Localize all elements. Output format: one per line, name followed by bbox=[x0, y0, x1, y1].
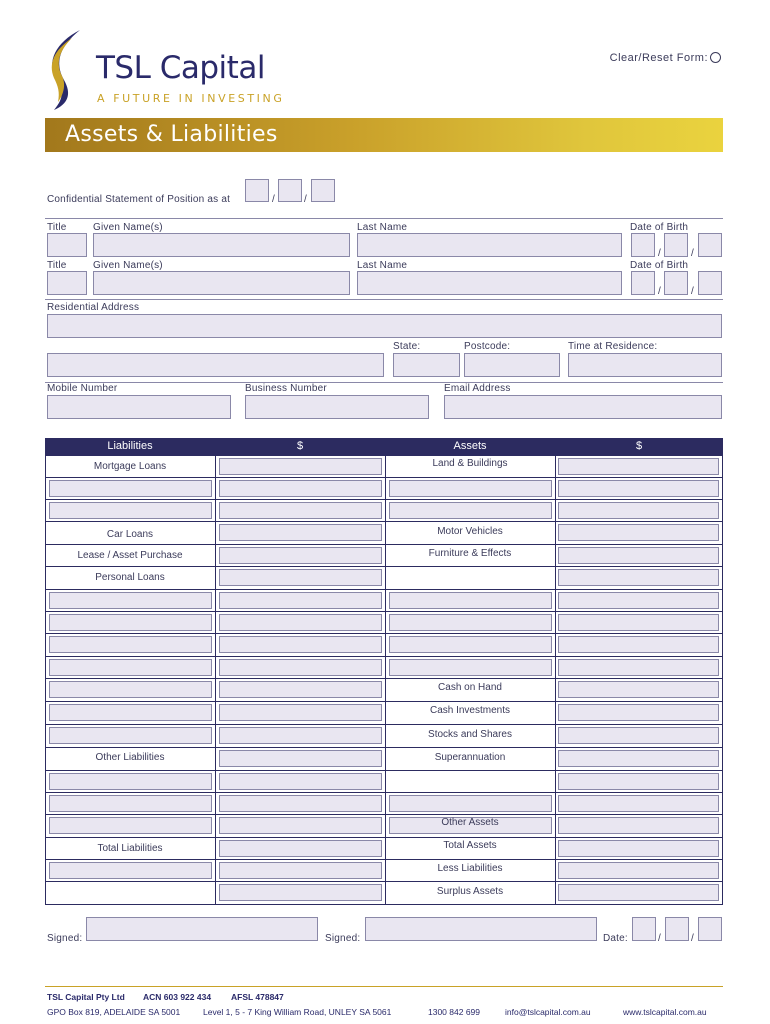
liability-description-field[interactable] bbox=[49, 592, 212, 609]
table-column-line bbox=[555, 455, 556, 904]
given-name-label: Given Name(s) bbox=[93, 260, 163, 271]
asset-label-furniture: Furniture & Effects bbox=[428, 548, 512, 559]
asset-amount-field[interactable] bbox=[558, 502, 719, 519]
liability-label-lease: Lease / Asset Purchase bbox=[77, 550, 183, 561]
footer-phone: 1300 842 699 bbox=[428, 1007, 480, 1017]
residential-address-label: Residential Address bbox=[47, 302, 140, 313]
liability-label-mortgage: Mortgage Loans bbox=[93, 461, 167, 472]
given-name-field-1[interactable] bbox=[93, 233, 350, 257]
table-row-line bbox=[45, 837, 723, 838]
date-separator: / bbox=[658, 933, 661, 944]
asset-amount-field[interactable] bbox=[558, 773, 719, 790]
asset-description-field[interactable] bbox=[389, 659, 552, 676]
liability-description-field[interactable] bbox=[49, 862, 212, 879]
title-field-2[interactable] bbox=[47, 271, 87, 295]
asset-amount-field[interactable] bbox=[558, 547, 719, 564]
date-separator: / bbox=[658, 286, 661, 297]
signed-label: Signed: bbox=[47, 933, 83, 944]
logo-mark-icon bbox=[42, 28, 86, 112]
table-row-line bbox=[45, 633, 723, 634]
asset-description-field[interactable] bbox=[389, 480, 552, 497]
asset-label-total: Total Assets bbox=[443, 840, 497, 851]
liability-label-total: Total Liabilities bbox=[97, 843, 163, 854]
table-row-line bbox=[45, 477, 723, 478]
table-row-line bbox=[45, 455, 723, 456]
state-field[interactable] bbox=[393, 353, 460, 377]
liability-amount-field[interactable] bbox=[219, 884, 382, 901]
given-name-label: Given Name(s) bbox=[93, 222, 163, 233]
liability-amount-field[interactable] bbox=[219, 458, 382, 475]
title-field-1[interactable] bbox=[47, 233, 87, 257]
asset-description-field[interactable] bbox=[389, 502, 552, 519]
liability-amount-field[interactable] bbox=[219, 524, 382, 541]
asset-amount-field[interactable] bbox=[558, 659, 719, 676]
date-separator: / bbox=[304, 194, 307, 205]
asset-label-surplus: Surplus Assets bbox=[436, 886, 504, 897]
asset-amount-field[interactable] bbox=[558, 817, 719, 834]
liability-description-field[interactable] bbox=[49, 614, 212, 631]
dob-day-field-1[interactable] bbox=[631, 233, 655, 257]
page-title: Assets & Liabilities bbox=[65, 122, 278, 147]
asset-description-field[interactable] bbox=[389, 795, 552, 812]
footer-acn: ACN 603 922 434 bbox=[143, 992, 212, 1002]
statement-label: Confidential Statement of Position as at bbox=[47, 194, 231, 205]
liability-amount-field[interactable] bbox=[219, 547, 382, 564]
asset-amount-field[interactable] bbox=[558, 458, 719, 475]
dob-month-field-1[interactable] bbox=[664, 233, 688, 257]
asset-label-land: Land & Buildings bbox=[432, 458, 508, 469]
liability-label-car: Car Loans bbox=[106, 529, 154, 540]
signature-field-1[interactable] bbox=[86, 917, 318, 941]
liability-amount-field[interactable] bbox=[219, 795, 382, 812]
given-name-field-2[interactable] bbox=[93, 271, 350, 295]
liability-label-other: Other Liabilities bbox=[95, 752, 165, 763]
asset-amount-field[interactable] bbox=[558, 681, 719, 698]
postcode-field[interactable] bbox=[464, 353, 560, 377]
asset-amount-field[interactable] bbox=[558, 862, 719, 879]
clear-reset-button[interactable] bbox=[710, 52, 721, 63]
table-row-line bbox=[45, 747, 723, 748]
liability-label-personal: Personal Loans bbox=[95, 572, 165, 583]
title-label: Title bbox=[47, 222, 67, 233]
last-name-label: Last Name bbox=[357, 222, 408, 233]
statement-year-field[interactable] bbox=[311, 179, 335, 202]
footer-street: Level 1, 5 - 7 King William Road, UNLEY SA 5061 bbox=[203, 1007, 392, 1017]
asset-amount-field[interactable] bbox=[558, 727, 719, 744]
residential-address-field[interactable] bbox=[47, 314, 722, 338]
liability-amount-field[interactable] bbox=[219, 614, 382, 631]
table-row-line bbox=[45, 499, 723, 500]
table-row-line bbox=[45, 521, 723, 522]
asset-amount-field[interactable] bbox=[558, 569, 719, 586]
asset-label-less: Less Liabilities bbox=[437, 863, 503, 874]
statement-day-field[interactable] bbox=[245, 179, 269, 202]
statement-month-field[interactable] bbox=[278, 179, 302, 202]
last-name-field-1[interactable] bbox=[357, 233, 622, 257]
brand-name: TSL Capital bbox=[96, 50, 265, 86]
liability-amount-field[interactable] bbox=[219, 773, 382, 790]
table-row-line bbox=[45, 904, 723, 905]
dob-label: Date of Birth bbox=[630, 260, 689, 271]
liability-amount-field[interactable] bbox=[219, 681, 382, 698]
asset-label-motor: Motor Vehicles bbox=[437, 526, 503, 537]
footer-po-box: GPO Box 819, ADELAIDE SA 5001 bbox=[47, 1007, 181, 1017]
liability-amount-field[interactable] bbox=[219, 862, 382, 879]
dob-year-field-1[interactable] bbox=[698, 233, 722, 257]
liability-description-field[interactable] bbox=[49, 773, 212, 790]
asset-amount-field[interactable] bbox=[558, 750, 719, 767]
divider bbox=[45, 218, 723, 219]
liability-amount-field[interactable] bbox=[219, 817, 382, 834]
asset-amount-field[interactable] bbox=[558, 795, 719, 812]
table-row-line bbox=[45, 859, 723, 860]
liability-amount-field[interactable] bbox=[219, 727, 382, 744]
date-label: Date: bbox=[603, 933, 628, 944]
liability-amount-field[interactable] bbox=[219, 750, 382, 767]
state-label: State: bbox=[393, 341, 421, 352]
asset-label-stocks: Stocks and Shares bbox=[428, 729, 512, 740]
business-field[interactable] bbox=[245, 395, 429, 419]
date-separator: / bbox=[658, 248, 661, 259]
footer-company: TSL Capital Pty Ltd bbox=[47, 992, 125, 1002]
liability-amount-field[interactable] bbox=[219, 636, 382, 653]
asset-amount-field[interactable] bbox=[558, 480, 719, 497]
table-row-line bbox=[45, 544, 723, 545]
liabilities-currency-header: $ bbox=[296, 440, 304, 452]
liability-description-field[interactable] bbox=[49, 704, 212, 721]
asset-description-field[interactable] bbox=[389, 592, 552, 609]
table-row-line bbox=[45, 589, 723, 590]
signature-field-2[interactable] bbox=[365, 917, 597, 941]
sign-date-month-field[interactable] bbox=[665, 917, 689, 941]
business-label: Business Number bbox=[245, 383, 327, 394]
dob-label: Date of Birth bbox=[630, 222, 689, 233]
liability-description-field[interactable] bbox=[49, 636, 212, 653]
signed-label: Signed: bbox=[325, 933, 361, 944]
brand-tagline: A FUTURE IN INVESTING bbox=[97, 92, 285, 105]
email-field[interactable] bbox=[444, 395, 722, 419]
asset-label-other: Other Assets bbox=[441, 817, 499, 828]
divider bbox=[45, 382, 723, 383]
asset-amount-field[interactable] bbox=[558, 884, 719, 901]
asset-amount-field[interactable] bbox=[558, 704, 719, 721]
mobile-field[interactable] bbox=[47, 395, 231, 419]
table-row-line bbox=[45, 566, 723, 567]
dob-day-field-2[interactable] bbox=[631, 271, 655, 295]
assets-currency-header: $ bbox=[635, 440, 643, 452]
footer-divider bbox=[45, 986, 723, 987]
last-name-label: Last Name bbox=[357, 260, 408, 271]
date-separator: / bbox=[691, 248, 694, 259]
table-row-line bbox=[45, 724, 723, 725]
footer-afsl: AFSL 478847 bbox=[231, 992, 284, 1002]
table-column-line bbox=[45, 455, 46, 904]
asset-description-field[interactable] bbox=[389, 636, 552, 653]
liability-amount-field[interactable] bbox=[219, 480, 382, 497]
postcode-label: Postcode: bbox=[464, 341, 511, 352]
table-column-line bbox=[722, 455, 723, 904]
title-banner bbox=[45, 118, 723, 152]
clear-reset-label: Clear/Reset Form: bbox=[609, 52, 708, 64]
footer-website[interactable]: www.tslcapital.com.au bbox=[623, 1007, 707, 1017]
sign-date-day-field[interactable] bbox=[632, 917, 656, 941]
liabilities-header: Liabilities bbox=[107, 440, 153, 452]
liability-description-field[interactable] bbox=[49, 727, 212, 744]
mobile-label: Mobile Number bbox=[47, 383, 118, 394]
date-separator: / bbox=[691, 286, 694, 297]
liability-description-field[interactable] bbox=[49, 795, 212, 812]
asset-amount-field[interactable] bbox=[558, 592, 719, 609]
time-at-residence-label: Time at Residence: bbox=[568, 341, 658, 352]
liability-description-field[interactable] bbox=[49, 681, 212, 698]
title-label: Title bbox=[47, 260, 67, 271]
table-row-line bbox=[45, 656, 723, 657]
table-row-line bbox=[45, 770, 723, 771]
liability-amount-field[interactable] bbox=[219, 659, 382, 676]
asset-label-investments: Cash Investments bbox=[429, 705, 511, 716]
assets-header: Assets bbox=[453, 440, 487, 452]
liability-amount-field[interactable] bbox=[219, 502, 382, 519]
table-header bbox=[45, 438, 723, 455]
dob-month-field-2[interactable] bbox=[664, 271, 688, 295]
table-row-line bbox=[45, 881, 723, 882]
table-column-line bbox=[215, 455, 216, 904]
table-row-line bbox=[45, 792, 723, 793]
liability-amount-field[interactable] bbox=[219, 704, 382, 721]
table-row-line bbox=[45, 701, 723, 702]
date-separator: / bbox=[691, 933, 694, 944]
divider bbox=[45, 299, 723, 300]
asset-label-super: Superannuation bbox=[434, 752, 506, 763]
footer-email[interactable]: info@tslcapital.com.au bbox=[505, 1007, 591, 1017]
liability-description-field[interactable] bbox=[49, 480, 212, 497]
table-row-line bbox=[45, 814, 723, 815]
table-row-line bbox=[45, 611, 723, 612]
dob-year-field-2[interactable] bbox=[698, 271, 722, 295]
sign-date-year-field[interactable] bbox=[698, 917, 722, 941]
liability-amount-field[interactable] bbox=[219, 592, 382, 609]
time-at-residence-field[interactable] bbox=[568, 353, 722, 377]
last-name-field-2[interactable] bbox=[357, 271, 622, 295]
liability-description-field[interactable] bbox=[49, 659, 212, 676]
asset-label-cash: Cash on Hand bbox=[438, 682, 502, 693]
table-row-line bbox=[45, 678, 723, 679]
liability-description-field[interactable] bbox=[49, 502, 212, 519]
asset-amount-field[interactable] bbox=[558, 840, 719, 857]
table-column-line bbox=[385, 455, 386, 904]
liability-description-field[interactable] bbox=[49, 817, 212, 834]
liability-amount-field[interactable] bbox=[219, 840, 382, 857]
liability-amount-field[interactable] bbox=[219, 569, 382, 586]
address-line-2-field[interactable] bbox=[47, 353, 384, 377]
asset-description-field[interactable] bbox=[389, 614, 552, 631]
email-label: Email Address bbox=[444, 383, 511, 394]
date-separator: / bbox=[272, 194, 275, 205]
asset-amount-field[interactable] bbox=[558, 636, 719, 653]
asset-amount-field[interactable] bbox=[558, 524, 719, 541]
asset-amount-field[interactable] bbox=[558, 614, 719, 631]
